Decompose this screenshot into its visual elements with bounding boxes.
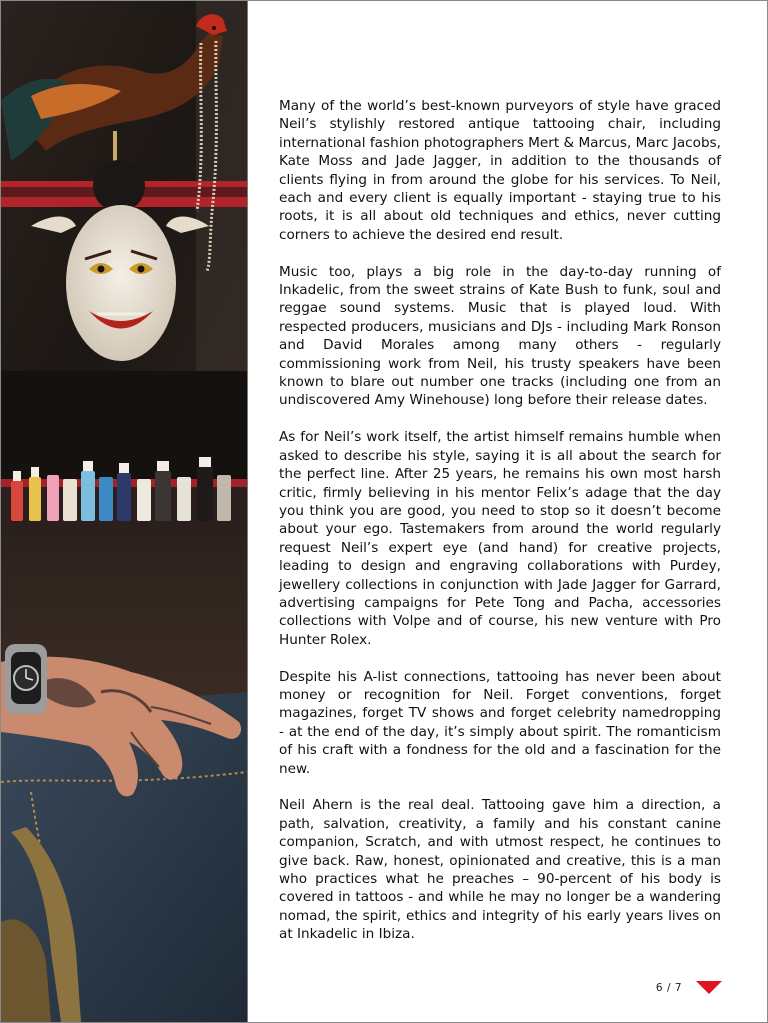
photo-column bbox=[1, 1, 247, 1022]
photo-tattooed-hand bbox=[1, 532, 247, 1022]
photo-rooster-mask bbox=[1, 1, 247, 532]
article-paragraph-4: Despite his A-list connections, tattooing has never been about money or recognition for Neil. Forget conventions, forget magazines, forget TV shows and forget celebrity namedropping - at the end of the day, it’s simply about spirit. The romanticism of his craft with a fondness for the old and a fascination for the new. bbox=[279, 668, 721, 777]
page-footer bbox=[656, 981, 722, 994]
column-divider bbox=[247, 1, 248, 1022]
page-indicator: 6 / 7 bbox=[655, 981, 682, 994]
article-paragraph-3: As for Neil’s work itself, the artist himself remains humble when asked to describe his style, saying it is all about the search for the perfect line. After 25 years, he remains his own most harsh critic, firmly believing in his mentor Felix’s adage that the day you think you are good, you need to stop so it doesn’t become about your ego. Tastemakers from around the world regularly request Neil’s expert eye (and hand) for creative projects, leading to design and engraving collaborations with Purdey, jewellery collections in conjunction with Jade Jagger for Garrard, advertising campaigns for Pete Tong and Pacha, accessories collections with Volpe and of course, his new venture with Pro Hunter Rolex. bbox=[279, 429, 721, 648]
article-paragraph-1: Many of the world’s best-known purveyors of style have graced Neil’s stylishly restored antique tattooing chair, including international fashion photographers Mert & Marcus, Marc Jacobs, Kate Moss and Jade Jagger, in addition to the thousands of clients flying in from around the globe for his services. To Neil, each and every client is equally important - staying true to his roots, it is all about old techniques and ethics, never cutting corners to achieve the desired end result. bbox=[279, 98, 721, 243]
triangle-down-icon[interactable] bbox=[696, 981, 722, 994]
article-paragraph-5: Neil Ahern is the real deal. Tattooing gave him a direction, a path, salvation, creativity, a family and his constant canine companion, Scratch, and with utmost respect, he continues to give back. Raw, honest, opinionated and creative, this is a man who practices what he preaches – 90-percent of his body is covered in tattoos - and while he may no longer be a wandering nomad, the spirit, ethics and integrity of his early years lives on at Inkadelic in Ibiza. bbox=[279, 797, 721, 943]
article-paragraph-2: Music too, plays a big role in the day-to-day running of Inkadelic, from the sweet strains of Kate Bush to funk, soul and reggae sound systems. Music that is played loud. With respected producers, musicians and DJs - including Mark Ronson and David Morales among many others - regularly commissioning work from Neil, his trusty speakers have been known to blare out number one tracks (including one from an undiscovered Amy Winehouse) long before their release dates. bbox=[279, 263, 721, 409]
article-body bbox=[279, 97, 721, 962]
